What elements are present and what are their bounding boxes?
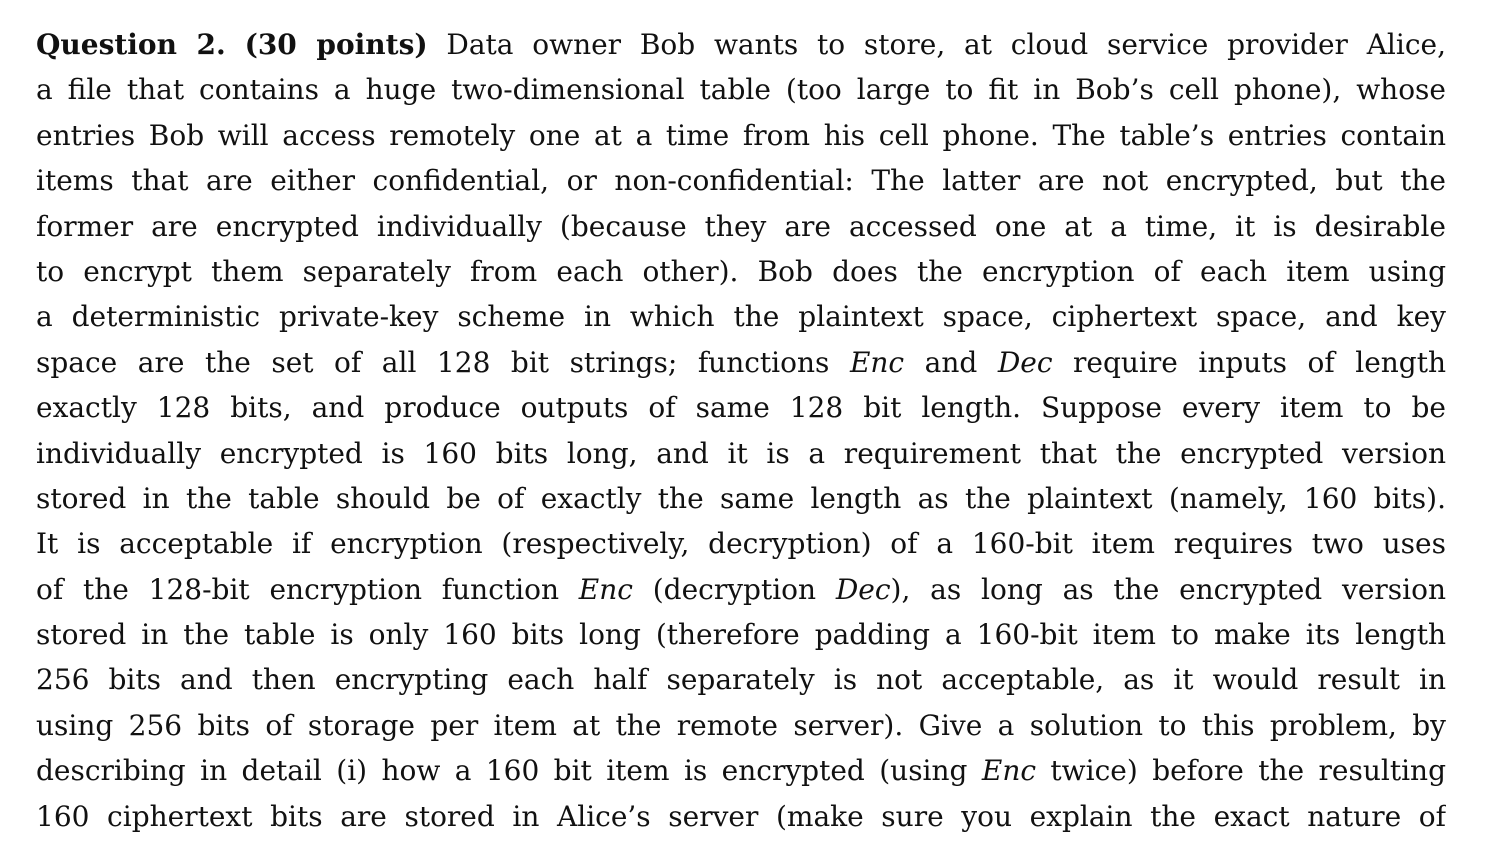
text-segment: stored in the table is only 160 bits long (therefore padding a 160-bit item to make its length [36,618,1446,652]
paragraph-line-18 [36,794,1446,839]
paragraph-line-15 [36,657,1446,702]
text-segment: of the 128-bit encryption function [36,572,579,606]
paragraph-line-2 [36,67,1446,112]
text-segment: entries Bob will access remotely one at a time from his cell phone. The table’s entries contain [36,118,1446,152]
paragraph-line-14 [36,612,1446,657]
paragraph-line-4 [36,158,1446,203]
text-segment: (decryption [632,572,836,606]
paragraph-line-17 [36,748,1446,793]
paragraph-line-10 [36,431,1446,476]
text-segment: and [904,345,998,379]
math-symbol: Enc [578,572,633,606]
text-segment: require inputs of length [1052,345,1446,379]
text-segment: a deterministic private-key scheme in which the plaintext space, ciphertext space, and key [36,300,1446,334]
math-symbol: Enc [981,754,1037,788]
paragraph-line-9 [36,385,1446,430]
paragraph-line-12 [36,521,1446,566]
text-segment: a file that contains a huge two-dimensional table (too large to fit in Bob’s cell phone), whose [36,73,1446,107]
text-segment: describing in detail (i) how a 160 bit item is encrypted (using [36,754,982,788]
paragraph-line-11 [36,476,1446,521]
text-segment: individually encrypted is 160 bits long, and it is a requirement that the encrypted version [36,436,1446,470]
text-segment: using 256 bits of storage per item at the remote server). Give a solution to this problem, by [36,708,1446,742]
paragraph-line-13 [36,567,1446,612]
text-segment: twice) before the resulting [1036,754,1446,788]
paragraph-line-16 [36,703,1446,748]
math-symbol: Dec [835,572,891,606]
paragraph-line-5 [36,204,1446,249]
paragraph-line-6 [36,249,1446,294]
question-heading: Question 2. [36,28,226,61]
text-segment: Data owner Bob wants to store, at cloud service provider Alice, [427,28,1446,61]
text-segment: to encrypt them separately from each other). Bob does the encryption of each item using [36,254,1446,288]
question-paragraph [36,22,1446,839]
question-points: (30 points) [244,28,428,61]
text-segment: items that are either confidential, or non-confidential: The latter are not encrypted, but the [36,164,1446,198]
text-segment: stored in the table should be of exactly the same length as the plaintext (namely, 160 bits). [36,481,1446,515]
math-symbol: Enc [849,345,905,379]
text-segment: ), as long as the encrypted version [890,572,1446,606]
text-segment: exactly 128 bits, and produce outputs of same 128 bit length. Suppose every item to be [36,391,1446,425]
text-segment: 256 bits and then encrypting each half separately is not acceptable, as it would result in [36,663,1446,697]
text-segment: former are encrypted individually (because they are accessed one at a time, it is desirable [36,209,1446,243]
text-segment: 160 ciphertext bits are stored in Alice’s server (make sure you explain the exact nature of [36,799,1446,833]
text-segment: It is acceptable if encryption (respectively, decryption) of a 160-bit item requires two uses [36,527,1446,561]
paragraph-line-7 [36,294,1446,339]
paragraph-line-3 [36,113,1446,158]
math-symbol: Dec [997,345,1053,379]
text-segment: space are the set of all 128 bit strings; functions [36,345,850,379]
paragraph-line-1 [36,22,1446,67]
paragraph-line-8 [36,340,1446,385]
